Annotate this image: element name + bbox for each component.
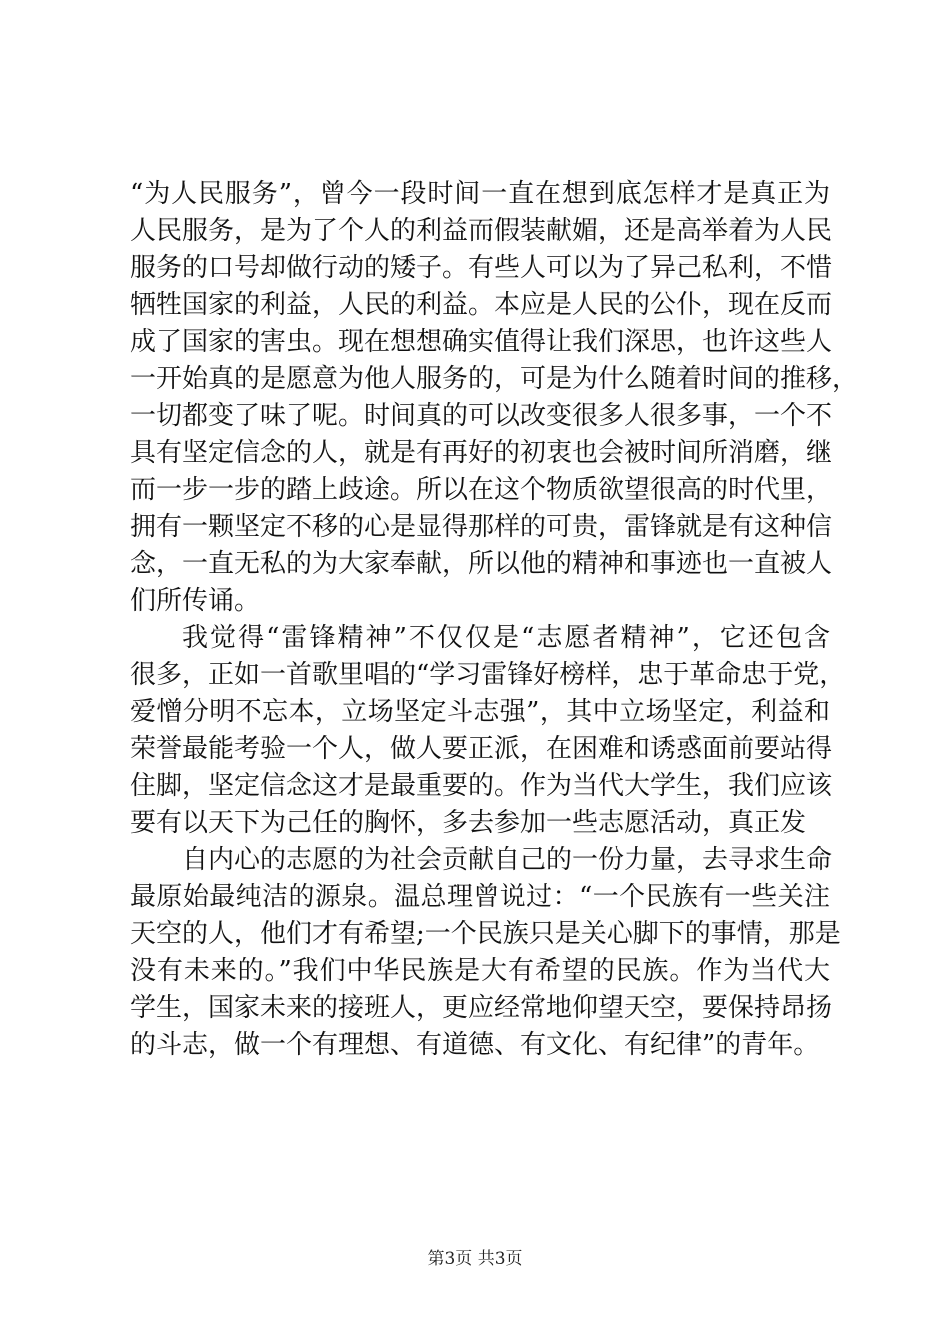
text-line: 我觉得“雷锋精神”不仅仅是“志愿者精神”，它还包含	[182, 623, 830, 653]
page-number-footer: 第3页 共3页	[427, 1249, 523, 1269]
text-line: 天空的人，他们才有希望;一个民族只是关心脚下的事情，那是	[130, 919, 841, 949]
text-line: 自内心的志愿的为社会贡献自己的一份力量，去寻求生命	[182, 845, 833, 875]
text-line: 没有未来的。”我们中华民族是大有希望的民族。作为当代大	[130, 956, 830, 986]
text-line: 最原始最纯洁的源泉。温总理曾说过：“一个民族有一些关注	[130, 882, 830, 912]
text-line: “为人民服务”，曾今一段时间一直在想到底怎样才是真正为	[130, 179, 830, 209]
text-line: 很多，正如一首歌里唱的“学习雷锋好榜样，忠于革命忠于党，	[130, 660, 846, 690]
text-line: 具有坚定信念的人，就是有再好的初衷也会被时间所消磨，继	[130, 438, 833, 468]
text-line: 荣誉最能考验一个人，做人要正派，在困难和诱惑面前要站得	[130, 734, 833, 764]
text-line: 牺牲国家的利益，人民的利益。本应是人民的公仆，现在反而	[130, 290, 833, 320]
text-line: 服务的口号却做行动的矮子。有些人可以为了异己私利，不惜	[130, 253, 833, 283]
text-line: 爱憎分明不忘本，立场坚定斗志强”，其中立场坚定，利益和	[130, 697, 830, 727]
text-line: 人民服务，是为了个人的利益而假装献媚，还是高举着为人民	[130, 216, 833, 246]
text-line: 念，一直无私的为大家奉献，所以他的精神和事迹也一直被人	[130, 549, 833, 579]
text-line: 一开始真的是愿意为他人服务的，可是为什么随着时间的推移，	[130, 364, 859, 394]
document-body	[130, 176, 859, 1064]
text-line: 的斗志，做一个有理想、有道德、有文化、有纪律”的青年。	[130, 1030, 820, 1060]
text-line: 成了国家的害虫。现在想想确实值得让我们深思，也许这些人	[130, 327, 833, 357]
text-line: 住脚，坚定信念这才是最重要的。作为当代大学生，我们应该	[130, 771, 833, 801]
text-line: 要有以天下为己任的胸怀，多去参加一些志愿活动，真正发	[130, 808, 807, 838]
text-line: 学生，国家未来的接班人，更应经常地仰望天空，要保持昂扬	[130, 993, 833, 1023]
text-line: 而一步一步的踏上歧途。所以在这个物质欲望很高的时代里，	[130, 475, 833, 505]
text-line: 拥有一颗坚定不移的心是显得那样的可贵，雷锋就是有这种信	[130, 512, 833, 542]
text-line: 一切都变了味了呢。时间真的可以改变很多人很多事，一个不	[130, 401, 833, 431]
text-line: 们所传诵。	[130, 586, 261, 616]
